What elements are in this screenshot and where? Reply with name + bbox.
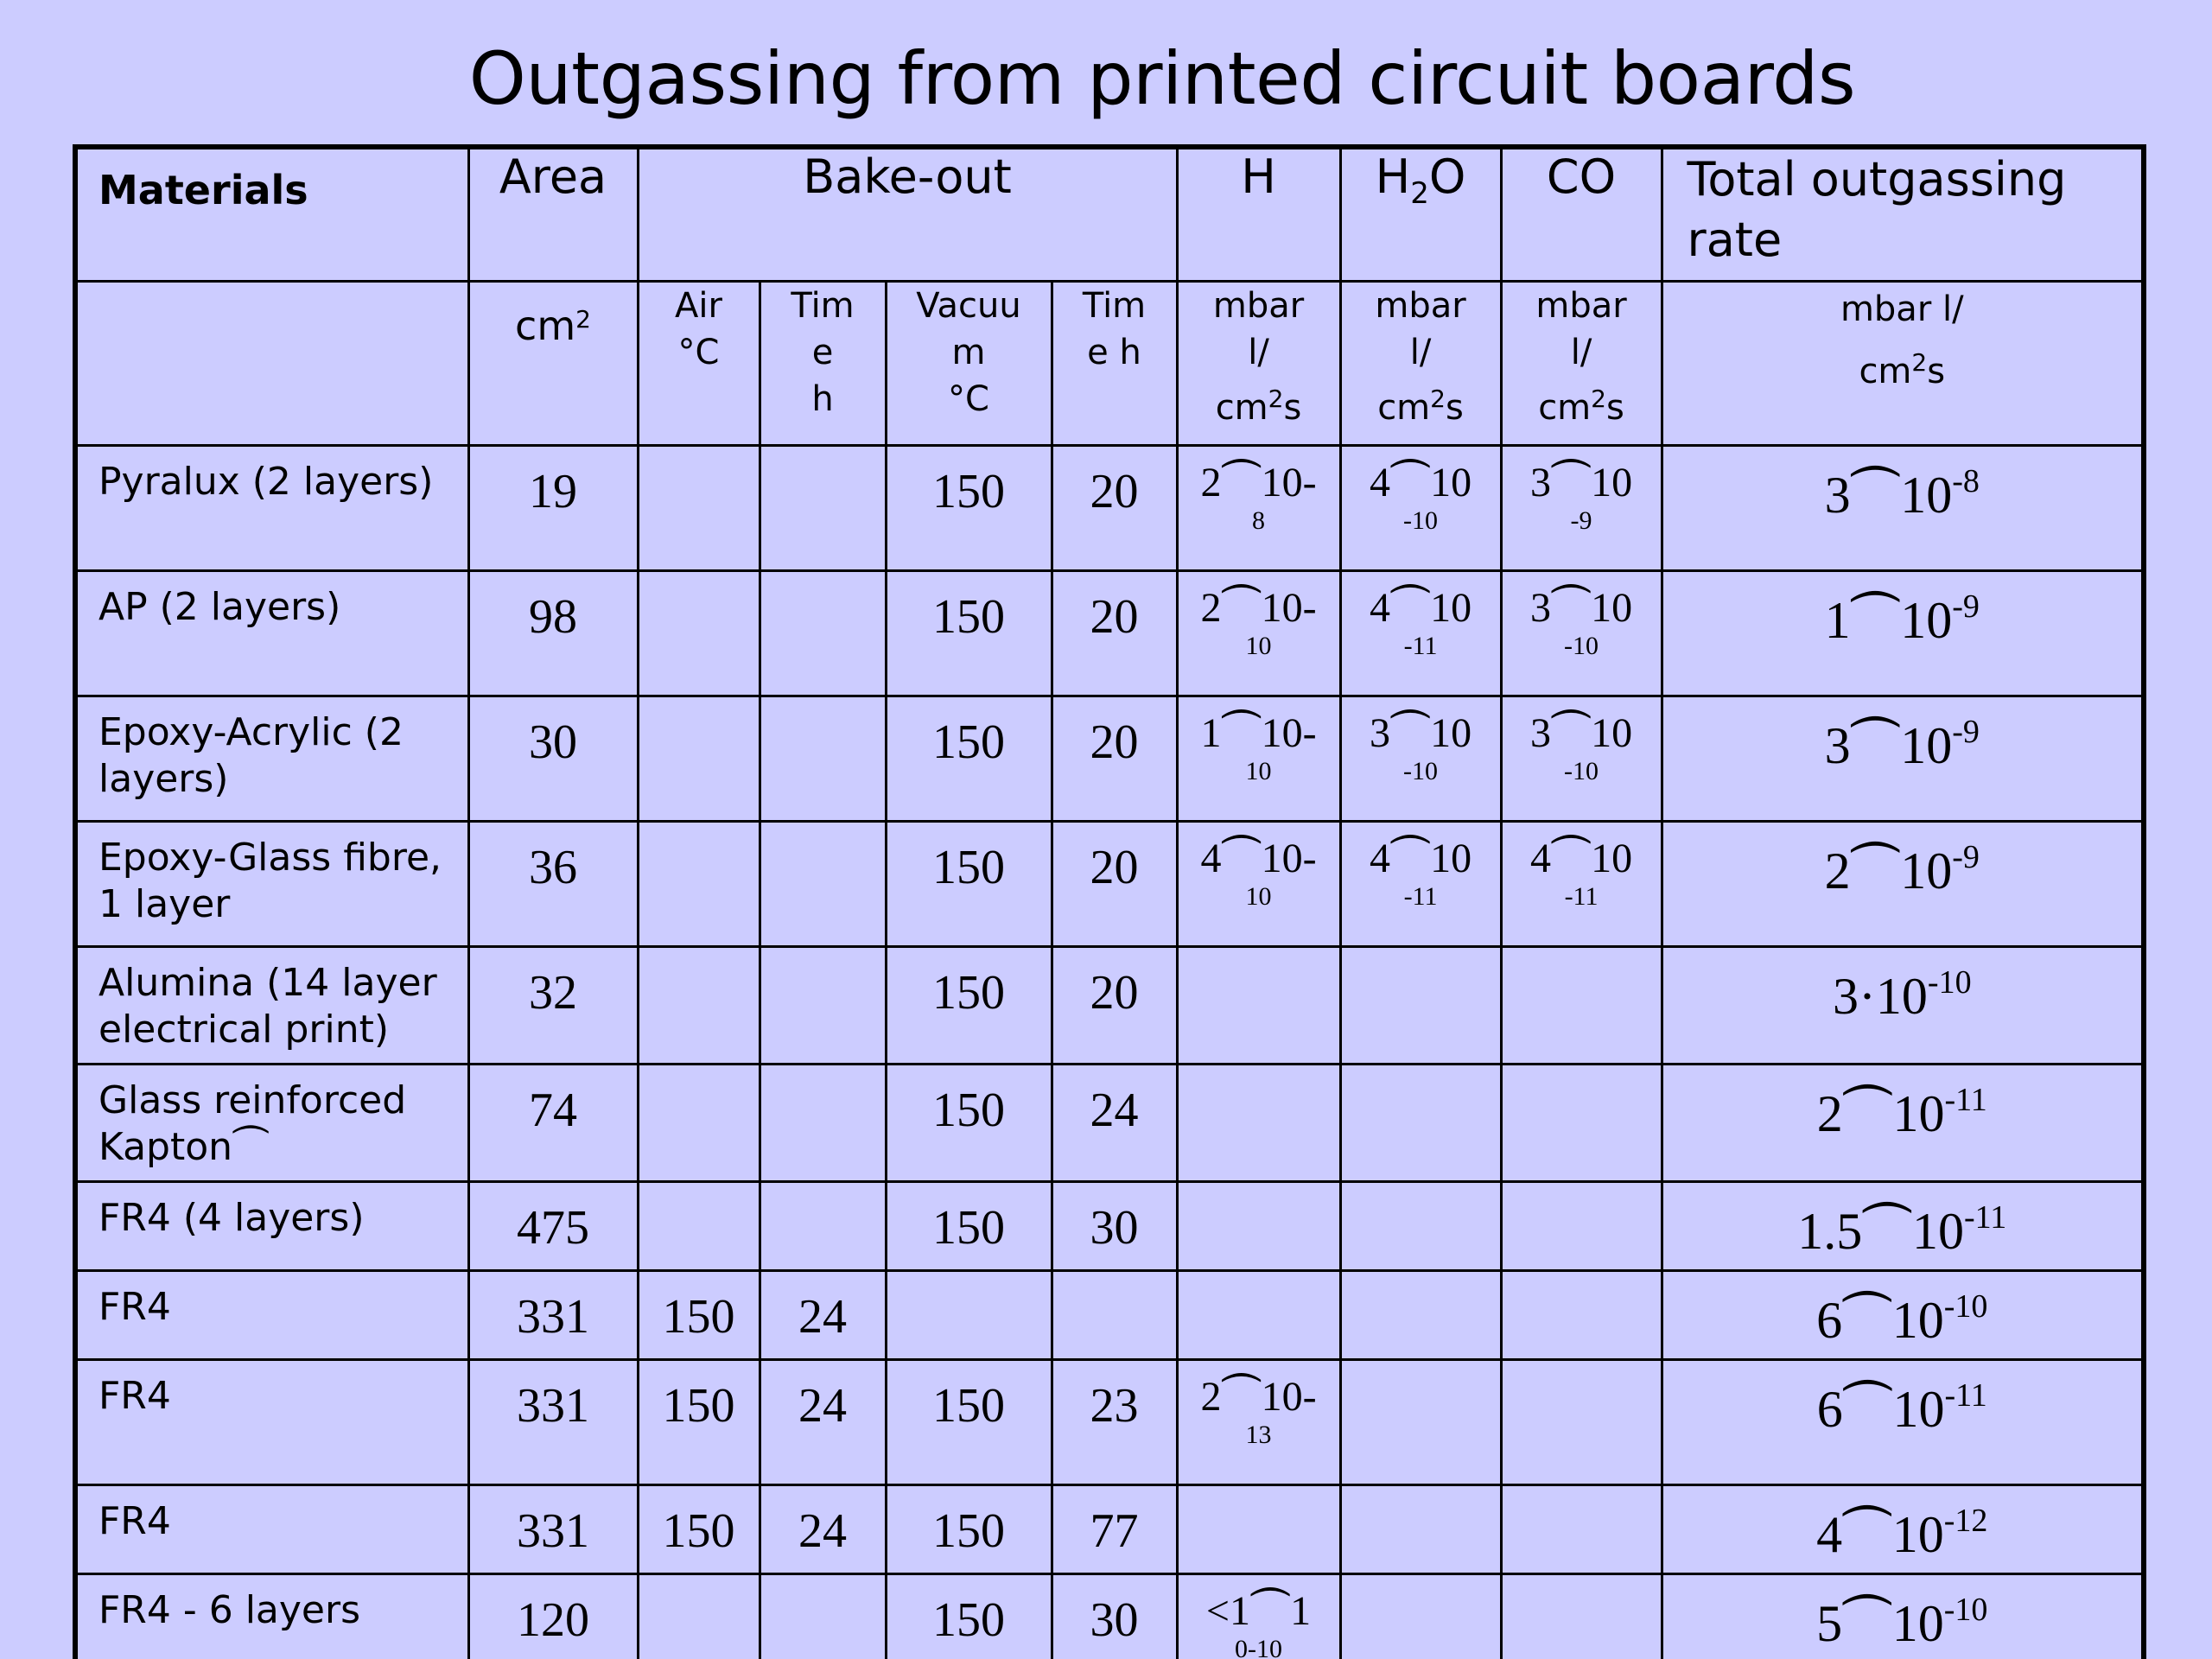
table-row bbox=[75, 445, 2144, 570]
vacuum-temp-cell: 150 bbox=[886, 1573, 1052, 1659]
unit-time1: Tim e h bbox=[760, 281, 886, 445]
air-temp-cell: 150 bbox=[638, 1484, 760, 1573]
unit-total-rate: mbar l/ $cm^2s$ bbox=[1662, 281, 2144, 445]
table-row bbox=[75, 946, 2144, 1064]
h2o-rate-cell bbox=[1340, 1484, 1501, 1573]
vacuum-temp-cell: 150 bbox=[886, 1484, 1052, 1573]
header-h2o: $H_2O$ bbox=[1340, 147, 1501, 281]
vacuum-temp-cell bbox=[886, 1270, 1052, 1359]
material-cell: Epoxy-Acrylic (2 layers) bbox=[75, 696, 468, 821]
unit-h2o-rate: mbar l/ $cm^2s$ bbox=[1340, 281, 1501, 445]
h2o-rate-cell: 4⏜10 -11 bbox=[1340, 821, 1501, 946]
area-cell: 19 bbox=[468, 445, 638, 570]
table-row bbox=[75, 1484, 2144, 1573]
area-cell: 331 bbox=[468, 1359, 638, 1484]
unit-air: Air °C bbox=[638, 281, 760, 445]
vacuum-temp-cell: 150 bbox=[886, 1181, 1052, 1270]
co-rate-cell bbox=[1501, 1359, 1662, 1484]
vacuum-temp-cell: 150 bbox=[886, 445, 1052, 570]
co-rate-cell bbox=[1501, 946, 1662, 1064]
material-cell: FR4 bbox=[75, 1484, 468, 1573]
total-rate-cell: $3⏜10^{-8}$ bbox=[1662, 445, 2144, 570]
unit-time2: Tim e h bbox=[1052, 281, 1177, 445]
material-cell: FR4 bbox=[75, 1270, 468, 1359]
units-row bbox=[75, 281, 2144, 445]
h-rate-cell: 2⏜10- 13 bbox=[1177, 1359, 1340, 1484]
vacuum-time-cell: 20 bbox=[1052, 696, 1177, 821]
area-cell: 331 bbox=[468, 1484, 638, 1573]
vacuum-time-cell: 20 bbox=[1052, 445, 1177, 570]
h2o-rate-cell bbox=[1340, 946, 1501, 1064]
header-co: CO bbox=[1501, 147, 1662, 281]
vacuum-temp-cell: 150 bbox=[886, 1064, 1052, 1181]
header-bakeout: Bake-out bbox=[638, 147, 1177, 281]
air-temp-cell bbox=[638, 570, 760, 696]
unit-co-rate: mbar l/ $cm^2s$ bbox=[1501, 281, 1662, 445]
air-time-cell bbox=[760, 1181, 886, 1270]
co-rate-cell: 3⏜10 -10 bbox=[1501, 570, 1662, 696]
air-time-cell bbox=[760, 946, 886, 1064]
air-temp-cell: 150 bbox=[638, 1359, 760, 1484]
vacuum-time-cell: 30 bbox=[1052, 1573, 1177, 1659]
h-rate-cell bbox=[1177, 1181, 1340, 1270]
co-rate-cell bbox=[1501, 1573, 1662, 1659]
air-time-cell bbox=[760, 570, 886, 696]
area-cell: 74 bbox=[468, 1064, 638, 1181]
co-rate-cell bbox=[1501, 1181, 1662, 1270]
h-rate-cell bbox=[1177, 1064, 1340, 1181]
total-rate-cell: $6⏜10^{-11}$ bbox=[1662, 1359, 2144, 1484]
air-temp-cell: 150 bbox=[638, 1270, 760, 1359]
air-time-cell bbox=[760, 1064, 886, 1181]
air-temp-cell bbox=[638, 696, 760, 821]
table-row bbox=[75, 1270, 2144, 1359]
table-row bbox=[75, 1573, 2144, 1659]
air-time-cell: 24 bbox=[760, 1270, 886, 1359]
unit-vacuum: Vacuu m °C bbox=[886, 281, 1052, 445]
air-temp-cell bbox=[638, 445, 760, 570]
vacuum-temp-cell: 150 bbox=[886, 696, 1052, 821]
material-cell: AP (2 layers) bbox=[75, 570, 468, 696]
material-cell: Glass reinforced Kapton⏜ bbox=[75, 1064, 468, 1181]
h2o-rate-cell bbox=[1340, 1573, 1501, 1659]
air-temp-cell bbox=[638, 821, 760, 946]
vacuum-time-cell bbox=[1052, 1270, 1177, 1359]
h2o-rate-cell bbox=[1340, 1181, 1501, 1270]
air-time-cell bbox=[760, 1573, 886, 1659]
area-cell: 32 bbox=[468, 946, 638, 1064]
area-cell: 475 bbox=[468, 1181, 638, 1270]
h-rate-cell: 2⏜10- 10 bbox=[1177, 570, 1340, 696]
total-rate-cell: $3⏜10^{-9}$ bbox=[1662, 696, 2144, 821]
page-title: Outgassing from printed circuit boards bbox=[468, 36, 1856, 121]
h2o-rate-cell: 3⏜10 -10 bbox=[1340, 696, 1501, 821]
vacuum-time-cell: 30 bbox=[1052, 1181, 1177, 1270]
material-cell: Epoxy-Glass fibre, 1 layer bbox=[75, 821, 468, 946]
air-time-cell: 24 bbox=[760, 1484, 886, 1573]
table-row bbox=[75, 570, 2144, 696]
vacuum-time-cell: 20 bbox=[1052, 821, 1177, 946]
material-cell: FR4 (4 layers) bbox=[75, 1181, 468, 1270]
air-time-cell bbox=[760, 696, 886, 821]
table-row bbox=[75, 1181, 2144, 1270]
air-temp-cell bbox=[638, 946, 760, 1064]
h2o-rate-cell bbox=[1340, 1064, 1501, 1181]
outgassing-table bbox=[73, 144, 2146, 1659]
h-rate-cell: 4⏜10- 10 bbox=[1177, 821, 1340, 946]
area-cell: 36 bbox=[468, 821, 638, 946]
total-rate-cell: $3\cdot 10^{-10}$ bbox=[1662, 946, 2144, 1064]
header-total: Total outgassing rate bbox=[1662, 147, 2144, 281]
h2o-rate-cell bbox=[1340, 1270, 1501, 1359]
material-cell: FR4 - 6 layers bbox=[75, 1573, 468, 1659]
header-area: Area bbox=[468, 147, 638, 281]
co-rate-cell bbox=[1501, 1484, 1662, 1573]
co-rate-cell: 3⏜10 -9 bbox=[1501, 445, 1662, 570]
co-rate-cell bbox=[1501, 1064, 1662, 1181]
co-rate-cell bbox=[1501, 1270, 1662, 1359]
units-materials-empty bbox=[75, 281, 468, 445]
total-rate-cell: $1.5⏜10^{-11}$ bbox=[1662, 1181, 2144, 1270]
co-rate-cell: 4⏜10 -11 bbox=[1501, 821, 1662, 946]
table-row bbox=[75, 1359, 2144, 1484]
area-cell: 30 bbox=[468, 696, 638, 821]
vacuum-temp-cell: 150 bbox=[886, 1359, 1052, 1484]
vacuum-time-cell: 77 bbox=[1052, 1484, 1177, 1573]
material-cell: FR4 bbox=[75, 1359, 468, 1484]
total-rate-cell: $2⏜10^{-11}$ bbox=[1662, 1064, 2144, 1181]
h2o-rate-cell: 4⏜10 -11 bbox=[1340, 570, 1501, 696]
air-temp-cell bbox=[638, 1181, 760, 1270]
h2o-rate-cell bbox=[1340, 1359, 1501, 1484]
table-row bbox=[75, 1064, 2144, 1181]
h2o-rate-cell: 4⏜10 -10 bbox=[1340, 445, 1501, 570]
header-row bbox=[75, 147, 2144, 281]
vacuum-temp-cell: 150 bbox=[886, 946, 1052, 1064]
air-time-cell bbox=[760, 821, 886, 946]
vacuum-time-cell: 20 bbox=[1052, 570, 1177, 696]
total-rate-cell: $4⏜10^{-12}$ bbox=[1662, 1484, 2144, 1573]
h-rate-cell: <1⏜1 0-10 bbox=[1177, 1573, 1340, 1659]
material-cell: Alumina (14 layer electrical print) bbox=[75, 946, 468, 1064]
h-rate-cell bbox=[1177, 1270, 1340, 1359]
unit-area: $cm^2$ bbox=[468, 281, 638, 445]
h-rate-cell: 1⏜10- 10 bbox=[1177, 696, 1340, 821]
air-temp-cell bbox=[638, 1064, 760, 1181]
header-h: H bbox=[1177, 147, 1340, 281]
material-cell: Pyralux (2 layers) bbox=[75, 445, 468, 570]
vacuum-time-cell: 23 bbox=[1052, 1359, 1177, 1484]
area-cell: 98 bbox=[468, 570, 638, 696]
total-rate-cell: $1⏜10^{-9}$ bbox=[1662, 570, 2144, 696]
air-time-cell: 24 bbox=[760, 1359, 886, 1484]
area-cell: 331 bbox=[468, 1270, 638, 1359]
air-temp-cell bbox=[638, 1573, 760, 1659]
air-time-cell bbox=[760, 445, 886, 570]
h-rate-cell bbox=[1177, 946, 1340, 1064]
co-rate-cell: 3⏜10 -10 bbox=[1501, 696, 1662, 821]
vacuum-time-cell: 20 bbox=[1052, 946, 1177, 1064]
table-row bbox=[75, 821, 2144, 946]
h-rate-cell: 2⏜10- 8 bbox=[1177, 445, 1340, 570]
vacuum-temp-cell: 150 bbox=[886, 821, 1052, 946]
total-rate-cell: $5⏜10^{-10}$ bbox=[1662, 1573, 2144, 1659]
h-rate-cell bbox=[1177, 1484, 1340, 1573]
unit-h-rate: mbar l/ $cm^2s$ bbox=[1177, 281, 1340, 445]
table-row bbox=[75, 696, 2144, 821]
header-materials: Materials bbox=[75, 147, 468, 281]
total-rate-cell: $2⏜10^{-9}$ bbox=[1662, 821, 2144, 946]
vacuum-temp-cell: 150 bbox=[886, 570, 1052, 696]
vacuum-time-cell: 24 bbox=[1052, 1064, 1177, 1181]
area-cell: 120 bbox=[468, 1573, 638, 1659]
total-rate-cell: $6⏜10^{-10}$ bbox=[1662, 1270, 2144, 1359]
